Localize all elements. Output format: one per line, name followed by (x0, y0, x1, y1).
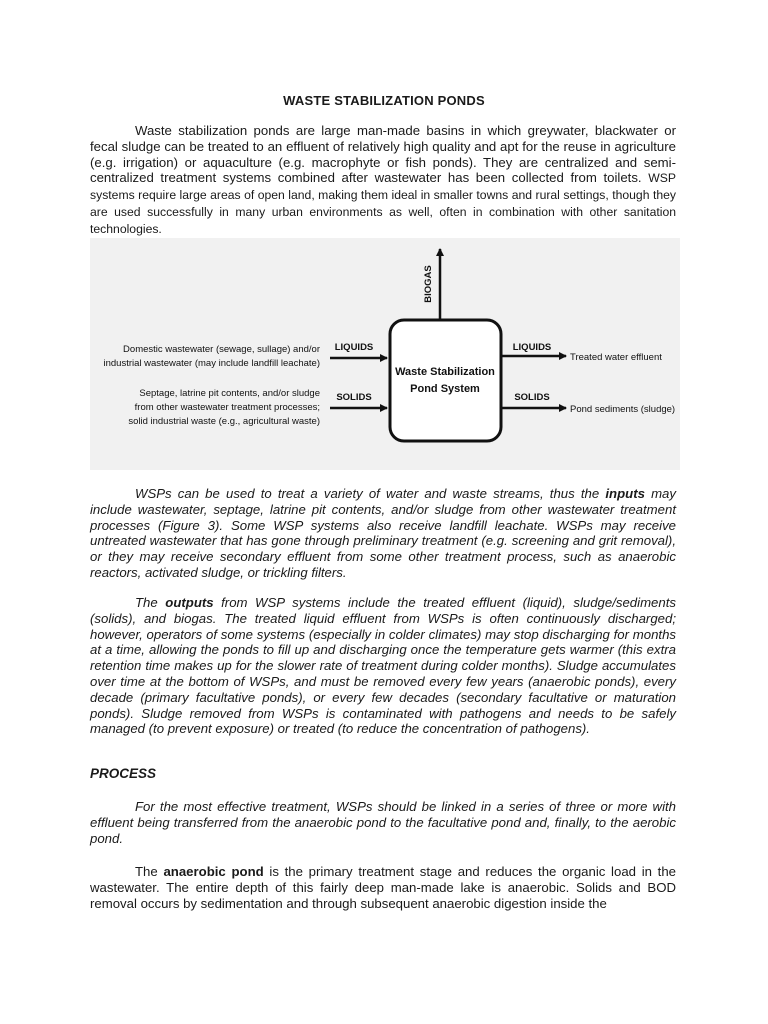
anaerobic-text-post: is the primary treatment stage and reduces the organic load in the wastewater. The entire depth of this fairly deep man-made lake is anaerobic. Solids and BOD removal occurs by sedimentation and through subsequent anaerobic digestion inside the (90, 864, 677, 911)
pond-system-box (390, 320, 501, 441)
box-line1: Waste Stabilization (395, 366, 495, 378)
page-title: WASTE STABILIZATION PONDS (283, 93, 485, 108)
outputs-text-pre: The (135, 595, 158, 610)
biogas-label: BIOGAS (423, 265, 434, 303)
output2-label: Pond sediments (sludge) (570, 404, 676, 415)
intro-paragraph (90, 123, 676, 238)
outputs-text-post: from WSP systems include the treated effluent (liquid), sludge/sediments (solids), and biogas. The treated liquid effluent from WSPs is often continuously discharged; however, operators of some systems (especially in colder climates) may stop discharging for months at a time, allowing the ponds to fill up and discharging once the temperature gets warmer (this extra retention time makes up for the slower rate of treatment during colder months). Sludge accumulates over time at the bottom of WSPs, and must be removed every few years (anaerobic ponds), every decade (primary facultative ponds), or every few decades (secondary facultative or maturation ponds). Sludge removed from WSPs is contaminated with pathogens and needs to be safely managed (to prevent exposure) or treated (to reduce the concentration of pathogens). (90, 595, 676, 737)
outputs-bold: outputs (165, 595, 214, 610)
solids-in-label: SOLIDS (336, 392, 372, 403)
inputs-bold: inputs (605, 486, 645, 501)
anaerobic-text-pre: The (135, 864, 158, 879)
input2-line2: from other wastewater treatment processes; (134, 402, 320, 413)
input2-line3: solid industrial waste (e.g., agricultural waste) (128, 416, 320, 427)
box-line2: Pond System (410, 383, 480, 395)
intro-text: Waste stabilization ponds are large man-made basins in which greywater, blackwater or fecal sludge can be treated to an effluent of relatively high quality and apt for the reuse in agriculture (e.g. irrigation) or aquaculture (e.g. macrophyte or fish ponds). They are centralized and semi-centralized treatment systems combined after wastewater has been collected from toilets. (90, 123, 676, 186)
input2-line1: Septage, latrine pit contents, and/or sludge (139, 388, 320, 399)
intro-text-b: WSP systems require large areas of open land, making them ideal in smaller towns and rural settings, though they are used successfully in many urban environments as well, often in combination with other sanitation technologies. (90, 171, 676, 236)
wsp-diagram-figure (90, 238, 680, 470)
output1-label: Treated water effluent (570, 352, 662, 363)
input1-line1: Domestic wastewater (sewage, sullage) and/or (123, 344, 320, 355)
anaerobic-bold: anaerobic pond (163, 864, 264, 879)
process-text: For the most effective treatment, WSPs should be linked in a series of three or more with effluent being transferred from the anaerobic pond to the facultative pond and, finally, to the aerobic pond. (90, 799, 676, 846)
wsp-diagram (90, 238, 680, 470)
liquids-out-label: LIQUIDS (512, 342, 552, 353)
solids-out-label: SOLIDS (514, 392, 550, 403)
outputs-paragraph (90, 595, 676, 737)
process-paragraph (90, 799, 676, 846)
process-heading: PROCESS (90, 766, 157, 781)
input1-line2: industrial wastewater (may include landfill leachate) (103, 358, 320, 369)
liquids-in-label: LIQUIDS (334, 342, 374, 353)
inputs-paragraph (90, 486, 676, 581)
inputs-text-post: may include wastewater, septage, latrine pit contents, and/or sludge from other wastewater treatment processes (Figure 3). Some WSP systems also receive landfill leachate. WSPs may receive untreated wastewater that has gone through preliminary treatment (e.g. screening and grit removal), or they may receive secondary effluent from some other treatment process, such as anaerobic reactors, activated sludge, or trickling filters. (90, 486, 676, 580)
anaerobic-paragraph (90, 864, 676, 911)
inputs-text-pre: WSPs can be used to treat a variety of water and waste streams, thus the (135, 486, 600, 501)
